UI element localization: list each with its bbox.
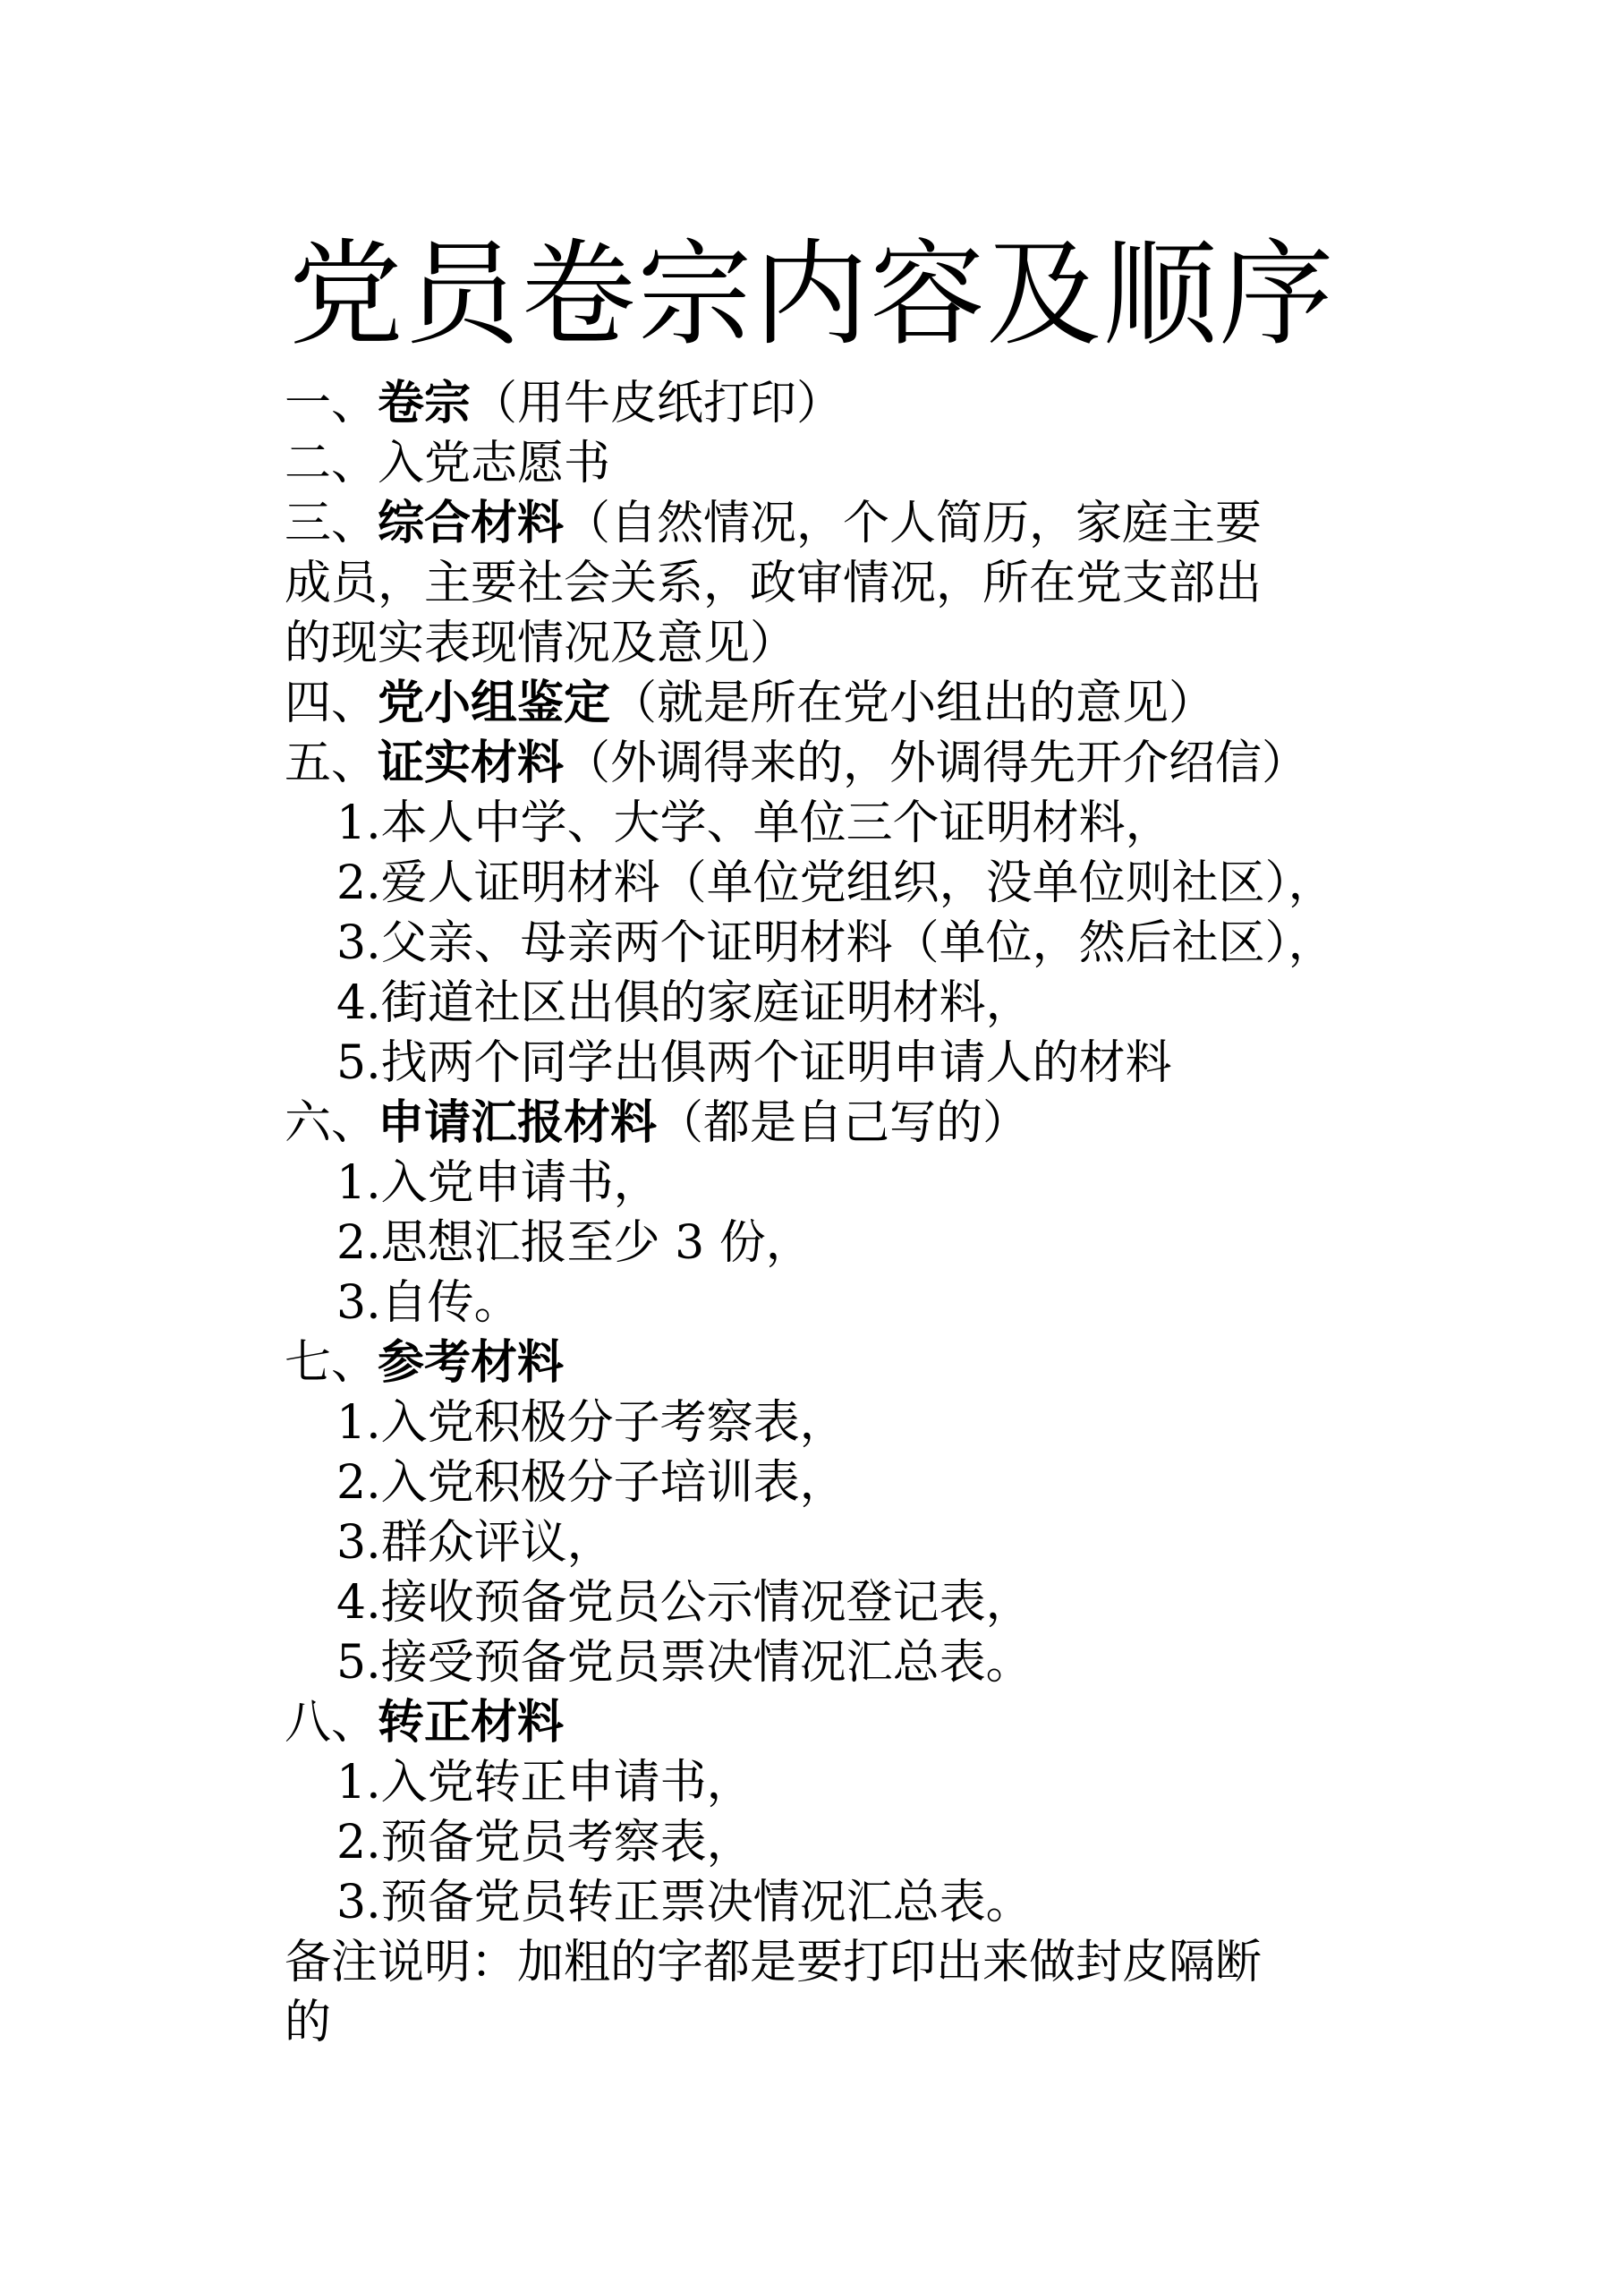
section-note: 入党志愿书 — [378, 437, 611, 490]
section-number: 五、 — [285, 737, 378, 790]
section-title-bold: 党小组鉴定 — [378, 677, 611, 730]
list-item: 3.自传。 — [336, 1276, 521, 1330]
section-title-bold: 证实材料 — [378, 737, 565, 790]
list-item: 4.街道社区出俱的家庭证明材料， — [336, 976, 1033, 1030]
list-item: 3.父亲、母亲两个证明材料（单位，然后社区）， — [336, 916, 1335, 970]
list-item: 2.入党积极分子培训表， — [336, 1456, 846, 1510]
section-heading — [285, 734, 1358, 794]
section-heading — [285, 1333, 1358, 1393]
list-item: 5.接受预备党员票决情况汇总表。 — [336, 1636, 1033, 1690]
section-number: 四、 — [285, 677, 378, 730]
section-title-bold: 申请汇报材料 — [378, 1096, 658, 1150]
section-number: 七、 — [285, 1336, 378, 1390]
note-text: 备注说明：加粗的字都是要打印出来做封皮隔断 — [285, 1936, 1263, 1989]
section-number: 八、 — [285, 1696, 378, 1750]
section-heading — [285, 674, 1358, 734]
section-number: 三、 — [285, 497, 378, 550]
list-item: 2.爱人证明材料（单位党组织，没单位则社区）， — [336, 856, 1335, 910]
section-continuation: 成员，主要社会关系，政审情况，所在党支部出 — [285, 557, 1263, 610]
note-text: 的 — [285, 1996, 332, 2049]
section-heading — [285, 1094, 1358, 1154]
section-title-bold: 转正材料 — [378, 1696, 565, 1750]
section-continuation: 的现实表现情况及意见） — [285, 617, 797, 670]
list-item: 1.入党积极分子考察表， — [336, 1396, 846, 1450]
page-title: 党员卷宗内容及顺序 — [288, 228, 1336, 362]
list-item: 4.接收预备党员公示情况登记表， — [336, 1576, 1033, 1630]
list-item: 3.群众评议， — [336, 1516, 614, 1570]
document-body — [285, 374, 1358, 2053]
section-number: 六、 — [285, 1096, 378, 1150]
list-item: 1.入党转正申请书， — [336, 1756, 753, 1810]
section-note: （自然情况，个人简历，家庭主要 — [564, 497, 1263, 550]
section-number: 一、 — [285, 377, 378, 430]
section-title-bold: 卷宗 — [378, 377, 472, 430]
list-item: 1.本人中学、大学、单位三个证明材料， — [336, 796, 1172, 850]
list-item: 1.入党申请书， — [336, 1156, 660, 1210]
section-heading — [285, 494, 1358, 554]
section-title-bold: 参考材料 — [378, 1336, 565, 1390]
section-note: （用牛皮纸打印） — [471, 377, 844, 430]
section-title-bold: 综合材料 — [378, 497, 565, 550]
section-heading — [285, 434, 1358, 494]
section-heading — [285, 374, 1358, 434]
section-heading — [285, 1693, 1358, 1753]
section-note: （都是自己写的） — [657, 1096, 1030, 1150]
list-item: 2.预备党员考察表， — [336, 1816, 753, 1869]
list-item: 3.预备党员转正票决情况汇总表。 — [336, 1876, 1033, 1929]
section-note: （外调得来的，外调得先开介绍信） — [564, 737, 1309, 790]
section-number: 二、 — [285, 437, 378, 490]
list-item: 5.找两个同学出俱两个证明申请人的材料 — [336, 1036, 1172, 1090]
section-note: （就是所在党小组出的意见） — [610, 677, 1216, 730]
list-item: 2.思想汇报至少 3 份， — [336, 1216, 812, 1270]
